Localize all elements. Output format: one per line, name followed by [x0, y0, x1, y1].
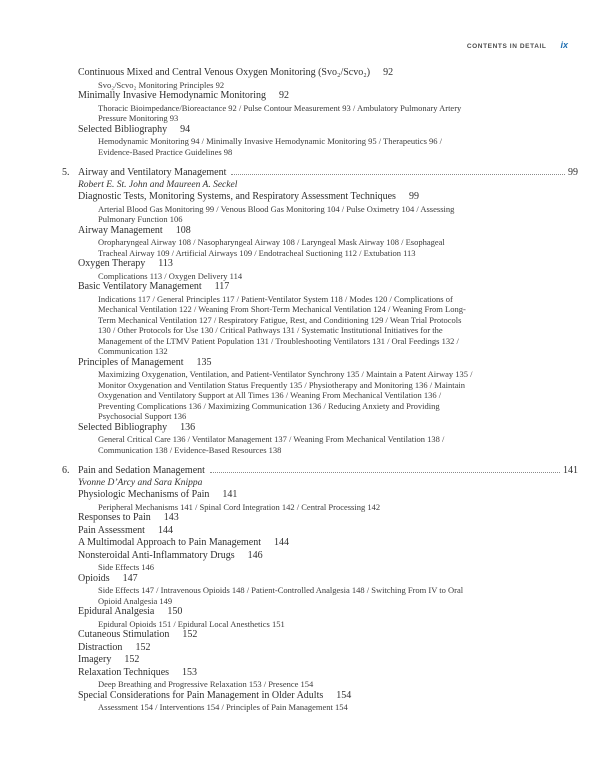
chapter-authors: Robert E. St. John and Maureen A. Seckel [78, 180, 238, 190]
toc-entry [78, 512, 578, 525]
toc-entry [78, 489, 578, 502]
toc-entry-label: Airway Management [78, 224, 163, 236]
toc-subentries: Svo₂/Scvo₂ Monitoring Principles 92 [98, 79, 225, 90]
toc-entry [78, 281, 578, 294]
toc-entry-page-number: 113 [158, 258, 173, 269]
toc-entry-page-number: 147 [122, 572, 138, 584]
toc-entry-label: Responses to Pain [78, 512, 151, 523]
toc-entry [78, 573, 578, 586]
toc-entry-page-number: 94 [180, 123, 191, 135]
toc-entry-label: Relaxation Techniques [78, 666, 170, 678]
toc-entry [78, 629, 578, 642]
toc-entry [78, 422, 578, 435]
toc-entry-page-number: 144 [274, 537, 290, 548]
toc-entry-label: Nonsteroidal Anti-Inflammatory Drugs [78, 549, 235, 561]
toc-entry [78, 667, 578, 680]
toc-subentries: Side Effects 146 [98, 562, 155, 572]
toc-entry-page-number: 136 [180, 421, 196, 433]
toc-entry-page-number: 150 [167, 606, 183, 617]
toc-entry [78, 124, 578, 137]
chapter-title: Airway and Ventilatory Management [78, 167, 227, 178]
toc-content [62, 67, 578, 713]
toc-subentries: Epidural Opioids 151 / Epidural Local Anesthetics 151 [98, 618, 285, 629]
toc-entry-page-number: 152 [135, 641, 151, 653]
toc-entry-label: Opioids [78, 572, 110, 584]
toc-entry-page-number: 141 [222, 489, 238, 500]
folio-page-number: ix [560, 40, 568, 50]
toc-entry-label: Pain Assessment [78, 524, 145, 536]
toc-entry-label: Oxygen Therapy [78, 258, 146, 269]
toc-entry [78, 90, 578, 103]
toc-subentries: Hemodynamic Monitoring 94 / Minimally Invasive Hemodynamic Monitoring 95 / Therapeutics 96 / Evidence-Based Practice Guidelines 98 [98, 136, 443, 157]
toc-entry-page-number: 92 [279, 90, 290, 101]
toc-entry-page-number: 153 [182, 666, 198, 678]
toc-entry-label: Continuous Mixed and Central Venous Oxygen Monitoring (Svo₂/Scvo₂) [78, 67, 371, 78]
toc-entry [78, 550, 578, 563]
toc-entry-page-number: 152 [124, 654, 140, 665]
toc-subentries: Indications 117 / General Principles 117 / Patient-Ventilator System 118 / Modes 120 / Complications of Mechanical Ventilation 122 / Weaning From Short-Term Mechanical Ventilation 124 / Weaning From Long-Term Mechanical Ventilation 127 / Respiratory Fatigue, Rest, and Conditioning 129 / Wean Trial Protocols 130 / Other Protocols for Use 130 / Critical Pathways 131 / Systematic Institutional Initiatives for the Management of the LTMV Patient Population 131 / Troubleshooting Ventilators 131 / Oral Feedings 132 / Communication 132 [98, 293, 466, 356]
toc-entry-page-number: 92 [383, 67, 394, 78]
toc-entry-label: Selected Bibliography [78, 421, 168, 433]
toc-entry [78, 537, 578, 550]
toc-entry [78, 690, 578, 703]
running-header-title: CONTENTS IN DETAIL [466, 43, 547, 50]
toc-entry-label: Distraction [78, 641, 123, 653]
toc-entry-label: Physiologic Mechanisms of Pain [78, 489, 210, 500]
toc-entry-page-number: 144 [157, 524, 173, 536]
toc-subentries: Maximizing Oxygenation, Ventilation, and Patient-Ventilator Synchrony 135 / Maintain a Patent Airway 135 / Monitor Oxygenation and Ventilation Status Frequently 135 / Physiotherapy and Monitoring 136 / Maintain Oxygenation and Ventilatory Support at All Times 136 / Weaning From Mechanical Ventilation 136 / Preventing Complications 136 / Maximizing Communication 136 / Reducing Anxiety and Providing Psychosocial Support 136 [98, 369, 473, 421]
toc-entry-label: Basic Ventilatory Management [78, 281, 202, 292]
toc-entry-page-number: 108 [175, 224, 191, 236]
toc-entry-label: Selected Bibliography [78, 123, 168, 135]
toc-subentries: Oropharyngeal Airway 108 / Nasopharyngeal Airway 108 / Laryngeal Mask Airway 108 / Esophageal Tracheal Airway 109 / Artificial Airways 109 / Endotracheal Suctioning 112 / Extubation 113 [98, 237, 445, 258]
toc-entry [78, 642, 578, 655]
toc-entry [78, 357, 578, 370]
chapter-page-number: 141 [563, 465, 578, 476]
chapter-heading [62, 464, 578, 477]
toc-subentries: Thoracic Bioimpedance/Bioreactance 92 / Pulse Contour Measurement 93 / Ambulatory Pulmonary Artery Pressure Monitoring 93 [98, 102, 462, 123]
chapter-authors: Yvonne D’Arcy and Sara Knippa [78, 478, 203, 488]
toc-entry-label: Epidural Analgesia [78, 606, 155, 617]
toc-entry [78, 67, 578, 80]
toc-entry-page-number: 99 [408, 191, 419, 202]
toc-entry [78, 525, 578, 538]
chapter-title: Pain and Sedation Management [78, 465, 205, 476]
toc-subentries: Complications 113 / Oxygen Delivery 114 [98, 270, 243, 281]
running-header [62, 40, 578, 50]
toc-entry-page-number: 143 [163, 512, 179, 523]
toc-entry-page-number: 146 [247, 549, 263, 561]
dot-leader [231, 174, 565, 175]
toc-subentries: Assessment 154 / Interventions 154 / Principles of Pain Management 154 [98, 702, 348, 712]
toc-entry-label: Imagery [78, 654, 112, 665]
chapter-number: 6. [62, 465, 70, 476]
chapter-heading [62, 166, 578, 179]
toc-entry [78, 606, 578, 619]
toc-entry [78, 225, 578, 238]
dot-leader [210, 472, 560, 473]
toc-entry-label: A Multimodal Approach to Pain Management [78, 537, 262, 548]
toc-subentries: Deep Breathing and Progressive Relaxation 153 / Presence 154 [98, 679, 314, 689]
toc-entry-page-number: 135 [196, 356, 212, 368]
toc-entry-page-number: 154 [336, 689, 352, 701]
toc-entry-label: Minimally Invasive Hemodynamic Monitoring [78, 90, 267, 101]
toc-subentries: General Critical Care 136 / Ventilator Management 137 / Weaning From Mechanical Ventilation 138 / Communication 138 / Evidence-Based Resources 138 [98, 434, 445, 455]
toc-subentries: Arterial Blood Gas Monitoring 99 / Venous Blood Gas Monitoring 104 / Pulse Oximetry 104 / Assessing Pulmonary Function 106 [98, 203, 455, 224]
toc-entry-label: Special Considerations for Pain Management in Older Adults [78, 689, 324, 701]
toc-entry-label: Cutaneous Stimulation [78, 629, 170, 640]
toc-entry-page-number: 117 [214, 281, 230, 292]
chapter-page-number: 99 [568, 167, 578, 178]
toc-entry [78, 654, 578, 667]
toc-entry-label: Diagnostic Tests, Monitoring Systems, and Respiratory Assessment Techniques [78, 191, 396, 202]
toc-entry-page-number: 152 [182, 629, 198, 640]
toc-entry [78, 191, 578, 204]
toc-subentries: Side Effects 147 / Intravenous Opioids 148 / Patient-Controlled Analgesia 148 / Switching From IV to Oral Opioid Analgesia 149 [98, 585, 464, 606]
chapter-number: 5. [62, 167, 70, 178]
toc-entry [78, 258, 578, 271]
toc-entry-label: Principles of Management [78, 356, 184, 368]
toc-subentries: Peripheral Mechanisms 141 / Spinal Cord Integration 142 / Central Processing 142 [98, 501, 381, 512]
